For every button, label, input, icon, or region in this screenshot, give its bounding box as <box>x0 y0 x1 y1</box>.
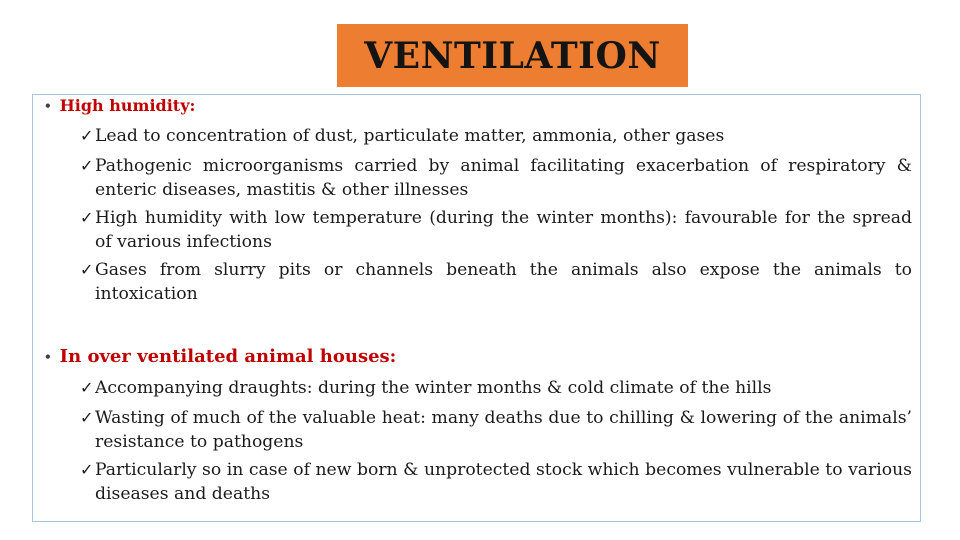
section-heading-over-ventilated <box>44 346 396 367</box>
section-heading-text: In over ventilated animal houses: <box>59 346 397 367</box>
checkmark-icon: ✓ <box>80 460 94 479</box>
list-item-text: Accompanying draughts: during the winter months & cold climate of the hills <box>95 378 772 398</box>
checkmark-icon: ✓ <box>80 408 94 427</box>
list-item <box>80 376 912 400</box>
list-item-text: High humidity with low temperature (during the winter months): favourable for the spread of various infections <box>95 208 912 252</box>
list-item <box>80 124 912 148</box>
slide-title: VENTILATION <box>364 34 661 77</box>
title-banner <box>337 24 688 87</box>
checkmark-icon: ✓ <box>80 378 94 397</box>
list-item <box>80 206 912 254</box>
checkmark-icon: ✓ <box>80 260 94 279</box>
list-item-text: Gases from slurry pits or channels beneath the animals also expose the animals to intoxication <box>95 260 912 304</box>
checkmark-icon: ✓ <box>80 126 94 145</box>
bullet-icon: • <box>44 349 52 364</box>
bullet-icon: • <box>44 98 52 113</box>
list-item <box>80 458 912 506</box>
list-item <box>80 406 912 454</box>
list-item-text: Wasting of much of the valuable heat: many deaths due to chilling & lowering of the animals’ resistance to pathogens <box>95 408 912 452</box>
list-item <box>80 258 912 306</box>
list-item-text: Particularly so in case of new born & unprotected stock which becomes vulnerable to various diseases and deaths <box>95 460 912 504</box>
section-heading-high-humidity <box>44 96 195 115</box>
list-item <box>80 154 912 202</box>
section-heading-text: High humidity: <box>59 96 196 115</box>
list-item-text: Lead to concentration of dust, particulate matter, ammonia, other gases <box>95 126 725 146</box>
checkmark-icon: ✓ <box>80 156 94 175</box>
list-item-text: Pathogenic microorganisms carried by animal facilitating exacerbation of respiratory & enteric diseases, mastitis & other illnesses <box>95 156 912 200</box>
checkmark-icon: ✓ <box>80 208 94 227</box>
